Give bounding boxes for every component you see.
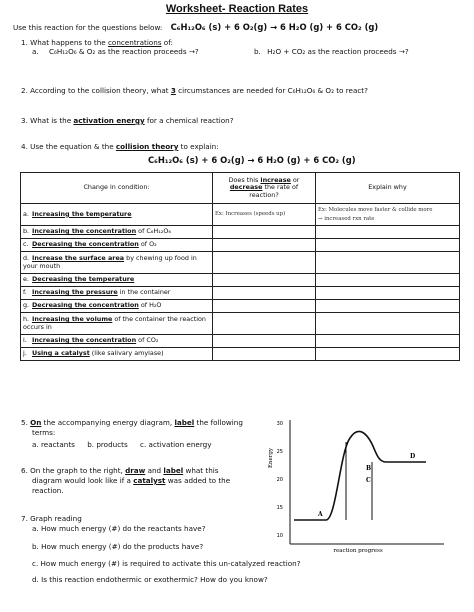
effect-cell[interactable] (213, 252, 316, 274)
q6-prefix: 6. On the graph to the right, (21, 466, 126, 475)
q1-suffix: of: (161, 38, 173, 47)
condition-cell (21, 300, 213, 313)
table-row (21, 335, 460, 348)
q1a-letter: a. (32, 47, 39, 56)
point-label-d: D (410, 453, 416, 460)
page-title: Worksheet- Reaction Rates (165, 3, 309, 15)
row-condition-rest: of C₆H₁₂O₆ (136, 227, 171, 236)
table-row (21, 313, 460, 335)
condition-cell (21, 348, 213, 361)
table-header-row (21, 173, 460, 204)
row-condition-bold: Decreasing the concentration (32, 301, 139, 310)
header-effect-increase: increase (260, 175, 291, 184)
q2-prefix: 2. According to the collision theory, what (21, 86, 171, 95)
effect-cell[interactable] (213, 287, 316, 300)
q5-mid: the accompanying energy diagram, (41, 418, 175, 427)
q4-underlined: collision theory (115, 142, 179, 151)
table-row (21, 300, 460, 313)
row-condition-bold: Using a catalyst (32, 349, 90, 358)
row-condition-rest: by chewing up food in your mouth (23, 253, 197, 270)
q6-suffix: what this (183, 466, 219, 475)
row-letter: i. (23, 336, 27, 345)
header-effect (213, 173, 316, 204)
table-row (21, 226, 460, 239)
question-6 (21, 466, 219, 475)
q6-label: label (163, 466, 184, 475)
row-condition-bold: Increasing the pressure (32, 288, 118, 297)
rates-table (20, 172, 460, 361)
q6-catalyst: catalyst (133, 476, 166, 485)
row-condition-rest: of H₂O (138, 301, 162, 310)
row-condition-bold: Increase the surface area (32, 253, 125, 262)
row-letter: e. (23, 275, 29, 284)
explain-cell[interactable] (316, 226, 460, 239)
explain-cell[interactable] (316, 300, 460, 313)
row-letter: b. (23, 227, 30, 236)
q2-underlined: 3 (170, 86, 176, 95)
q6-and: and (145, 466, 164, 475)
explain-cell[interactable] (316, 252, 460, 274)
condition-cell (21, 335, 213, 348)
row-letter: a. (23, 209, 29, 218)
q3-underlined: activation energy (73, 116, 145, 125)
row-letter: h. (23, 314, 30, 323)
q5-term-b: b. products (87, 440, 128, 449)
q5-num: 5. (21, 418, 28, 427)
q1-prefix: 1. What happens to the (21, 38, 108, 47)
row-letter: c. (23, 240, 29, 249)
condition-cell (21, 239, 213, 252)
row-condition-bold: Increasing the temperature (32, 209, 132, 218)
diagram-tick: 20 (276, 477, 283, 483)
q5-term-c: c. activation energy (140, 440, 212, 449)
question-1b (254, 47, 409, 56)
q7-d: d. Is this reaction endothermic or exothermic? How do you know? (32, 575, 268, 584)
q1a-text: C₆H₁₂O₆ & O₂ as the reaction proceeds →? (49, 47, 199, 56)
q4-equation: C₆H₁₂O₆ (s) + 6 O₂(g) → 6 H₂O (g) + 6 CO₂ (g) (148, 155, 356, 165)
row-letter: j. (23, 349, 27, 358)
explain-cell[interactable] (316, 335, 460, 348)
q6-line3: reaction. (32, 486, 64, 495)
question-1 (21, 38, 173, 47)
header-effect-part2: the rate of reaction? (249, 183, 299, 199)
condition-cell (21, 313, 213, 335)
header-effect-or: or (290, 175, 300, 184)
energy-diagram (258, 416, 458, 554)
q6-draw: draw (125, 466, 146, 475)
q5-term-list (32, 440, 211, 449)
row-letter: g. (23, 301, 30, 310)
row-condition-bold: Increasing the concentration (32, 227, 137, 236)
header-condition: Change in condition: (21, 173, 213, 204)
diagram-xlabel: reaction progress (333, 548, 383, 554)
explain-cell[interactable] (316, 313, 460, 335)
q3-prefix: 3. What is the (21, 116, 74, 125)
q7-title: 7. Graph reading (21, 514, 82, 523)
effect-cell[interactable] (213, 239, 316, 252)
table-row (21, 252, 460, 274)
diagram-tick: 10 (276, 533, 283, 539)
q5-end: the following (194, 418, 243, 427)
diagram-tick: 15 (276, 505, 283, 511)
row-condition-rest: in the container (117, 288, 171, 297)
q3-suffix: for a chemical reaction? (144, 116, 234, 125)
header-effect-decrease: decrease (229, 183, 263, 192)
header-why: Explain why (316, 173, 460, 204)
effect-cell[interactable] (213, 300, 316, 313)
explain-cell[interactable] (316, 348, 460, 361)
row-letter: f. (23, 288, 27, 297)
row-condition-bold: Increasing the volume (32, 314, 113, 323)
intro-equation: C₆H₁₂O₆ (s) + 6 O₂(g) → 6 H₂O (g) + 6 CO₂ (g) (170, 22, 379, 32)
question-3 (21, 116, 234, 125)
q7-b: b. How much energy (#) do the products have? (32, 542, 204, 551)
effect-cell[interactable] (213, 335, 316, 348)
row-condition-rest: of CO₂ (136, 336, 159, 345)
table-row (21, 274, 460, 287)
q5-terms: terms: (32, 428, 56, 437)
q5-term-a: a. reactants (32, 440, 75, 449)
q7-a: a. How much energy (#) do the reactants have? (32, 524, 206, 533)
table-row (21, 348, 460, 361)
condition-cell (21, 226, 213, 239)
effect-cell[interactable] (213, 348, 316, 361)
reaction-energy-curve (294, 431, 426, 520)
condition-cell (21, 287, 213, 300)
point-label-b: B (366, 465, 372, 472)
condition-cell (21, 252, 213, 274)
question-4 (21, 142, 219, 151)
explain-cell[interactable] (316, 204, 460, 226)
header-effect-part1: Does this (228, 175, 261, 184)
row-condition-rest: of O₂ (138, 240, 157, 249)
q1b-text: H₂O + CO₂ as the reaction proceeds →? (267, 47, 409, 56)
row-condition-rest: of the container the reaction occurs in (23, 314, 206, 331)
q6-line2-suffix: was added to the (165, 476, 231, 485)
diagram-ylabel: Energy (268, 447, 274, 469)
table-body (21, 204, 460, 361)
effect-cell[interactable] (213, 204, 316, 226)
table-row (21, 204, 460, 226)
condition-cell (21, 274, 213, 287)
q4-prefix: 4. Use the equation & the (21, 142, 116, 151)
row-condition-bold: Decreasing the temperature (32, 275, 135, 284)
condition-cell (21, 204, 213, 226)
q5-on: On (30, 418, 42, 427)
question-5 (21, 418, 243, 427)
point-label-c: C (366, 477, 371, 484)
explain-cell[interactable] (316, 274, 460, 287)
row-letter: d. (23, 253, 30, 262)
explain-cell[interactable] (316, 287, 460, 300)
row-condition-bold: Increasing the concentration (32, 336, 137, 345)
explain-cell[interactable] (316, 239, 460, 252)
q4-suffix: to explain: (178, 142, 219, 151)
q5-label: label (174, 418, 195, 427)
effect-cell[interactable] (213, 313, 316, 335)
point-label-a: A (318, 511, 323, 518)
row-condition-rest: (like salivary amylase) (89, 349, 164, 358)
question-2 (21, 86, 368, 95)
intro-text: Use this reaction for the questions below: (13, 23, 163, 32)
diagram-tick: 25 (276, 449, 283, 455)
table-row (21, 239, 460, 252)
q2-suffix: circumstances are needed for C₆H₁₂O₆ & O₂ to react? (175, 86, 368, 95)
example-why-2: → increased rxn rate (318, 215, 375, 222)
example-why: Ex: Molecules move faster & collide more (318, 206, 433, 213)
intro-line (13, 23, 378, 32)
effect-cell[interactable] (213, 226, 316, 239)
table-row (21, 287, 460, 300)
question-1a (32, 47, 199, 56)
q6-line2 (32, 476, 230, 485)
q1-underlined: concentrations (107, 38, 162, 47)
row-condition-bold: Decreasing the concentration (32, 240, 139, 249)
diagram-tick: 30 (276, 421, 283, 427)
effect-cell[interactable] (213, 274, 316, 287)
q1b-letter: b. (254, 47, 261, 56)
q6-line2-prefix: diagram would look like if a (32, 476, 134, 485)
example-effect: Ex: Increases (speeds up) (215, 211, 286, 218)
q7-c: c. How much energy (#) is required to activate this un-catalyzed reaction? (32, 559, 301, 568)
